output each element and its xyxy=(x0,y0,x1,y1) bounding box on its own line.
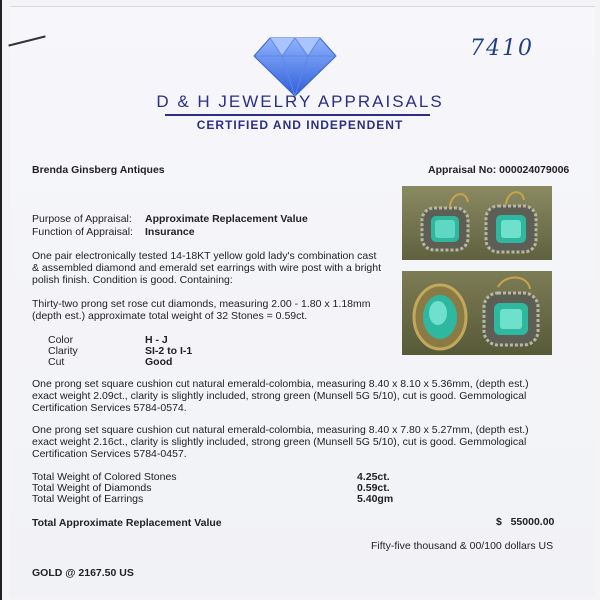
grading-label: Color xyxy=(48,334,74,346)
diamonds-line: (depth est.) approximate total weight of 32 Stones = 0.59ct. xyxy=(32,310,308,322)
replacement-label: Total Approximate Replacement Value xyxy=(32,517,222,529)
total-value: 0.59ct. xyxy=(357,482,390,494)
grading-label: Clarity xyxy=(48,345,78,357)
appraisal-number: Appraisal No: 000024079006 xyxy=(428,164,570,176)
emerald-1-line: Certification Services 5784-0574. xyxy=(32,402,187,414)
company-name: D & H JEWELRY APPRAISALS xyxy=(156,92,444,111)
description-line: & assembled diamond and emerald set earrings with wire post with a bright xyxy=(32,262,382,274)
header-rule xyxy=(165,114,430,116)
grading-value: H - J xyxy=(145,334,168,346)
replacement-words: Fifty-five thousand & 00/100 dollars US xyxy=(371,540,554,552)
emerald-2-line: Certification Services 5784-0457. xyxy=(32,448,187,460)
function-value: Insurance xyxy=(145,226,195,238)
total-label: Total Weight of Diamonds xyxy=(32,482,152,494)
purpose-label: Purpose of Appraisal: xyxy=(32,213,132,225)
purpose-value: Approximate Replacement Value xyxy=(145,213,308,225)
emerald-2-line: One prong set square cushion cut natural emerald-colombia, measuring 8.40 x 7.80 x 5.27mm, (depth est.) xyxy=(32,424,529,436)
earrings-photo-front xyxy=(402,186,552,260)
total-label: Total Weight of Earrings xyxy=(32,493,144,505)
total-value: 5.40gm xyxy=(357,493,394,505)
description-line: One pair electronically tested 14-18KT yellow gold lady's combination cast xyxy=(32,250,377,262)
diamonds-line: Thirty-two prong set rose cut diamonds, measuring 2.00 - 1.80 x 1.18mm xyxy=(32,298,371,310)
gold-price: GOLD @ 2167.50 US xyxy=(32,567,134,579)
emerald-2-line: exact weight 2.16ct., clarity is slightly included, strong green (Munsell 5G 5/10), cut is good. Gemmological xyxy=(32,436,527,448)
diamond-logo-icon xyxy=(252,36,338,98)
grading-label: Cut xyxy=(48,356,65,368)
grading-value: Good xyxy=(145,356,173,368)
emerald-1-line: exact weight 2.09ct., clarity is slightly included, strong green (Munsell 5G 5/10), cut is good. Gemmological xyxy=(32,390,527,402)
handwritten-number: 7410 xyxy=(470,36,534,61)
grading-value: SI-2 to I-1 xyxy=(145,345,193,357)
description-line: polish finish. Condition is good. Containing: xyxy=(32,274,233,286)
client-name: Brenda Ginsberg Antiques xyxy=(32,164,165,176)
earrings-photo-angled xyxy=(402,271,552,355)
emerald-1-line: One prong set square cushion cut natural emerald-colombia, measuring 8.40 x 8.10 x 5.36mm, (depth est.) xyxy=(32,378,529,390)
total-value: 4.25ct. xyxy=(357,471,390,483)
function-label: Function of Appraisal: xyxy=(32,226,133,238)
replacement-value: $ 55000.00 xyxy=(496,516,555,528)
company-tagline: CERTIFIED AND INDEPENDENT xyxy=(196,118,404,132)
total-label: Total Weight of Colored Stones xyxy=(32,471,177,483)
